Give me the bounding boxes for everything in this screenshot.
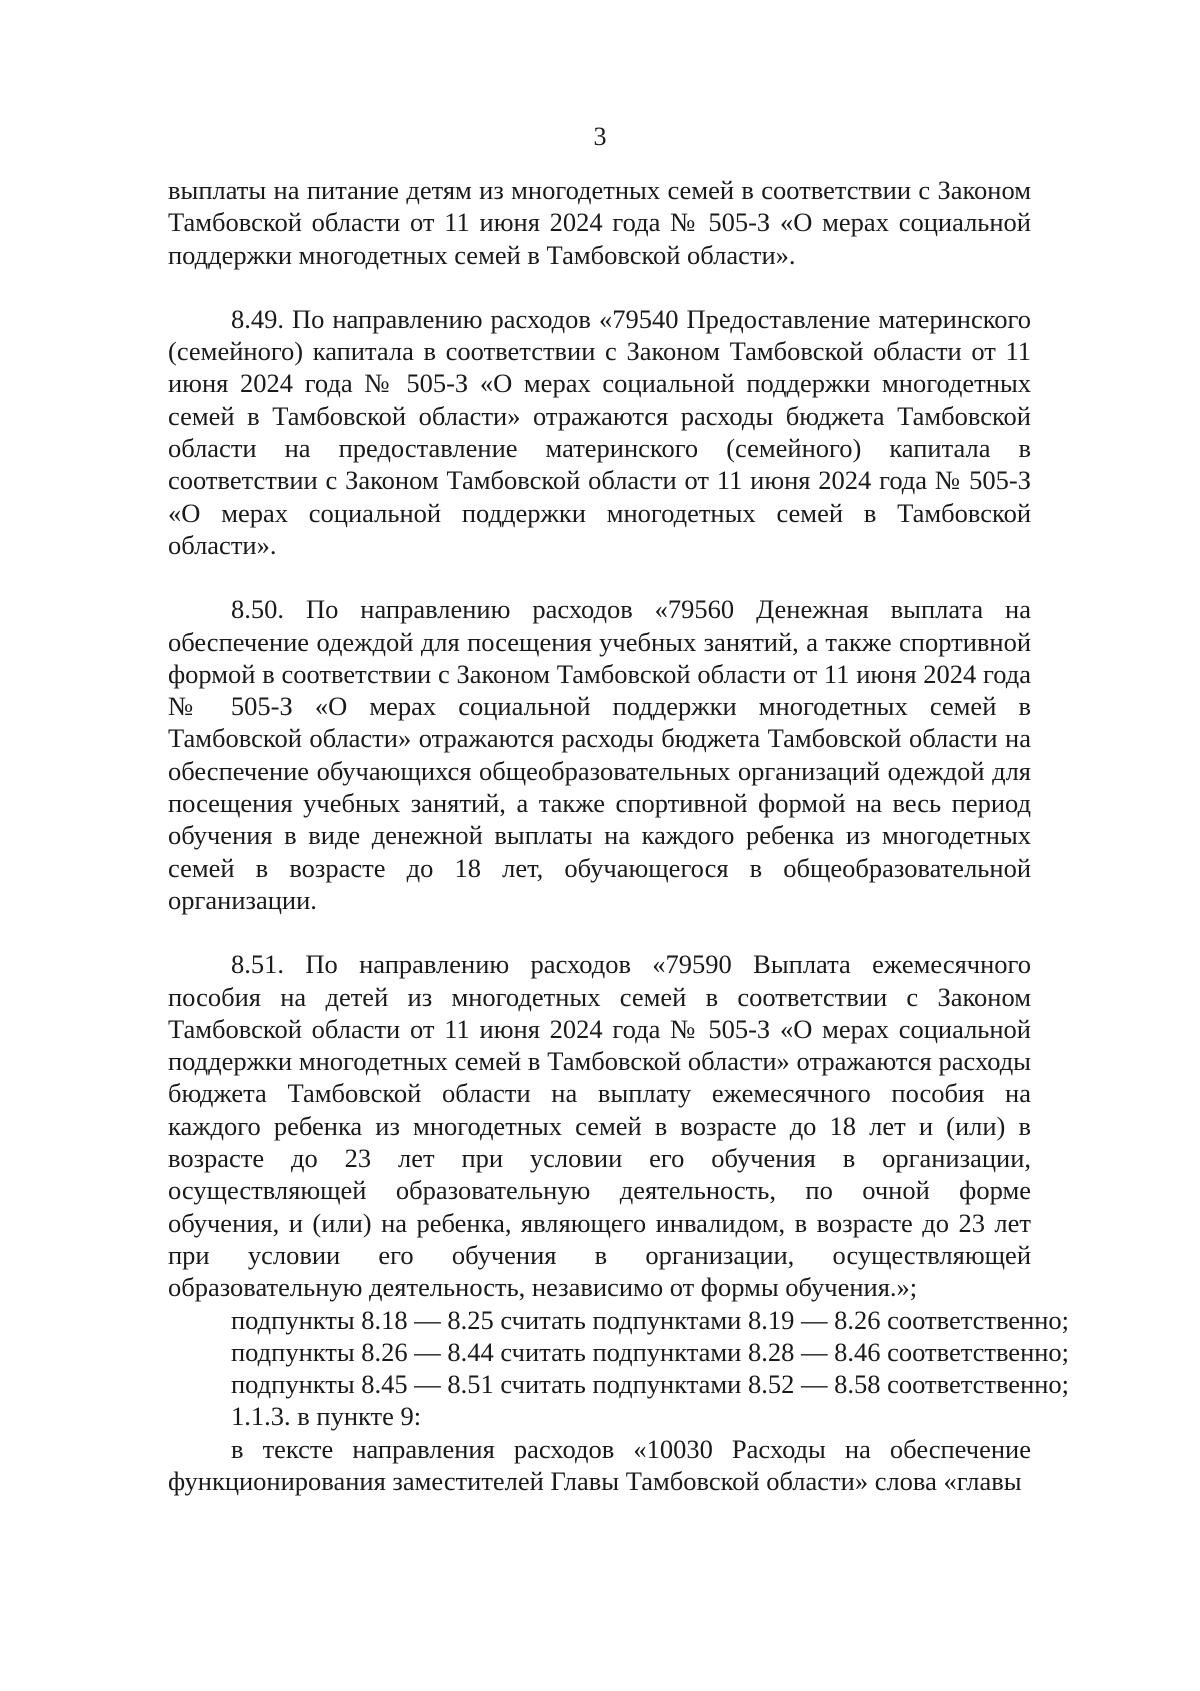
amendment-line-2: подпункты 8.26 — 8.44 считать подпунктами 8.28 — 8.46 соответственно; bbox=[231, 1336, 1070, 1367]
page-number: 3 bbox=[593, 122, 607, 151]
amendment-line-3: подпункты 8.45 — 8.51 считать подпунктами 8.52 — 8.58 соответственно; bbox=[231, 1369, 1070, 1400]
amendment-line-1: подпункты 8.18 — 8.25 считать подпунктами 8.19 — 8.26 соответственно; bbox=[231, 1304, 1070, 1335]
paragraph-8-50: 8.50. По направлению расходов «79560 Денежная выплата на обеспечение одеждой для посещения учебных занятий, а также спортивной формой в соответствии с Законом Тамбовской области от 11 июня 2024 года № 505-З «О мерах социальной поддержки многодетных семей в Тамбовской области» отражаются расходы бюджета Тамбовской области на обеспечение обучающихся общеобразовательных организаций одеждой для посещения учебных занятий, а также спортивной формой на весь период обучения в виде денежной выплаты на каждого ребенка из многодетных семей в возрасте до 18 лет, обучающегося в общеобразовательной организации. bbox=[168, 594, 1031, 915]
paragraph-8-51: 8.51. По направлению расходов «79590 Выплата ежемесячного пособия на детей из многодетных семей в соответствии с Законом Тамбовской области от 11 июня 2024 года № 505-З «О мерах социальной поддержки многодетных семей в Тамбовской области» отражаются расходы бюджета Тамбовской области на выплату ежемесячного пособия на каждого ребенка из многодетных семей в возрасте до 18 лет и (или) в возрасте до 23 лет при условии его обучения в организации, осуществляющей образовательную деятельность, по очной форме обучения, и (или) на ребенка, являющего инвалидом, в возрасте до 23 лет при условии его обучения в организации, осуществляющей образовательную деятельность, независимо от формы обучения.»; bbox=[168, 949, 1031, 1303]
paragraph-8-49: 8.49. По направлению расходов «79540 Предоставление материнского (семейного) капитала в соответствии с Законом Тамбовской области от 11 июня 2024 года № 505-З «О мерах социальной поддержки многодетных семей в Тамбовской области» отражаются расходы бюджета Тамбовской области на предоставление материнского (семейного) капитала в соответствии с Законом Тамбовской области от 11 июня 2024 года № 505-З «О мерах социальной поддержки многодетных семей в Тамбовской области». bbox=[168, 303, 1031, 560]
paragraph-last: в тексте направления расходов «10030 Расходы на обеспечение функционирования заместителей Главы Тамбовской области» слова «главы bbox=[168, 1433, 1031, 1496]
document-body bbox=[168, 174, 1070, 1497]
paragraph-continuation: выплаты на питание детям из многодетных семей в соответствии с Законом Тамбовской области от 11 июня 2024 года № 505-З «О мерах социальной поддержки многодетных семей в Тамбовской области». bbox=[168, 175, 1031, 270]
amendment-line-4: 1.1.3. в пункте 9: bbox=[231, 1401, 422, 1432]
